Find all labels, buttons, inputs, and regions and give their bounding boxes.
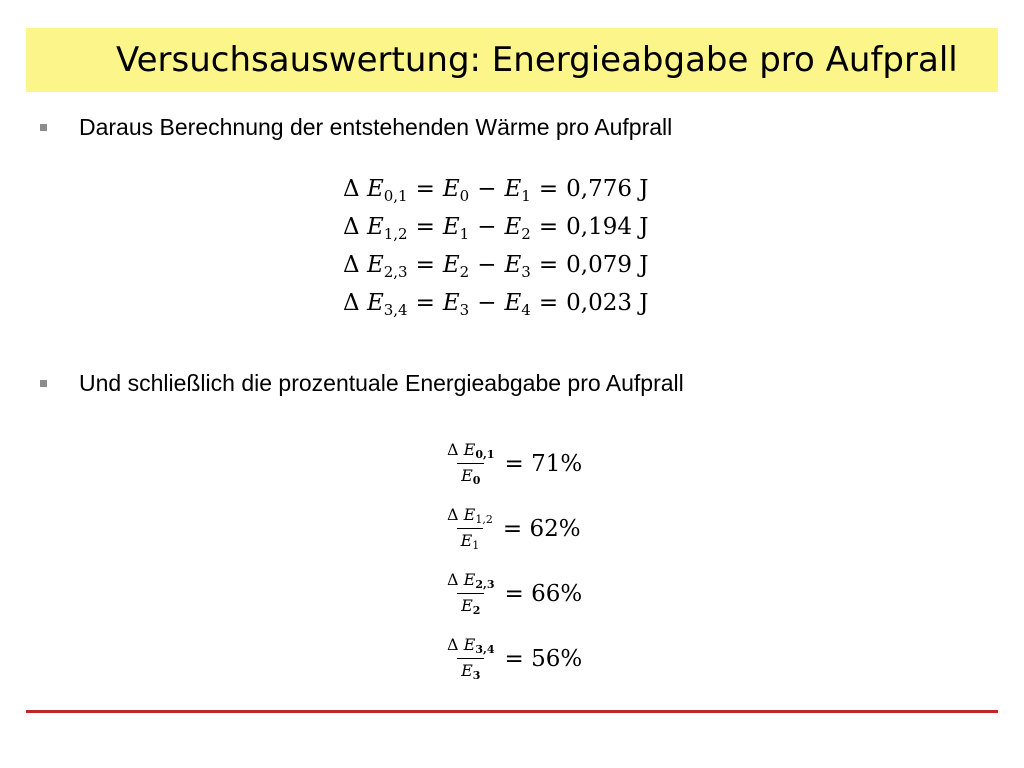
percentage-fraction [443,505,581,552]
energy-difference-equations [343,170,649,322]
bullet-text: Und schließlich die prozentuale Energieabgabe pro Aufprall [79,370,684,396]
square-bullet-icon [40,380,47,387]
equation-line: Δ $E_{3,4} = E_3 - E_4 = 0,023$ J [343,290,649,319]
percentage-fraction [443,570,582,617]
percentage-fraction [443,440,582,487]
equation-line: Δ $E_{1,2} = E_1 - E_2 = 0,194$ J [343,214,649,243]
equation-result: 0,079 J [566,252,649,278]
page-title: Versuchsauswertung: Energieabgabe pro Aufprall [116,40,958,80]
equation-result: 0,023 J [566,290,649,316]
footer-divider [26,710,998,713]
fraction: $\frac{\Delta E_{0,1}}{E_0}$ [447,440,495,487]
fraction: $\frac{\Delta E_{2,3}}{E_2}$ [447,570,495,617]
percentage-fraction [443,635,582,682]
percentage-value: = 66% [504,580,583,607]
equation-line: Δ $E_{2,3} = E_2 - E_3 = 0,079$ J [343,252,649,281]
title-bar [26,28,998,92]
fraction: $\frac{\Delta E_{3,4}}{E_3}$ [447,635,495,682]
equation-result: 0,194 J [566,214,649,240]
percentage-value: = 56% [504,645,583,672]
bullet-text: Daraus Berechnung der entstehenden Wärme pro Aufprall [79,114,673,140]
equation-line: Δ $E_{0,1} = E_0 - E_1 = 0,776$ J [343,176,649,205]
bullet-heat-calculation [40,114,672,141]
equation-result: 0,776 J [566,176,649,202]
percentage-value: = 62% [502,515,581,542]
square-bullet-icon [40,124,47,131]
bullet-percentage-energy [40,370,684,397]
fraction: $\frac{\Delta E_{1,2}}{E_1}$ [447,505,493,552]
percentage-value: = 71% [504,450,583,477]
